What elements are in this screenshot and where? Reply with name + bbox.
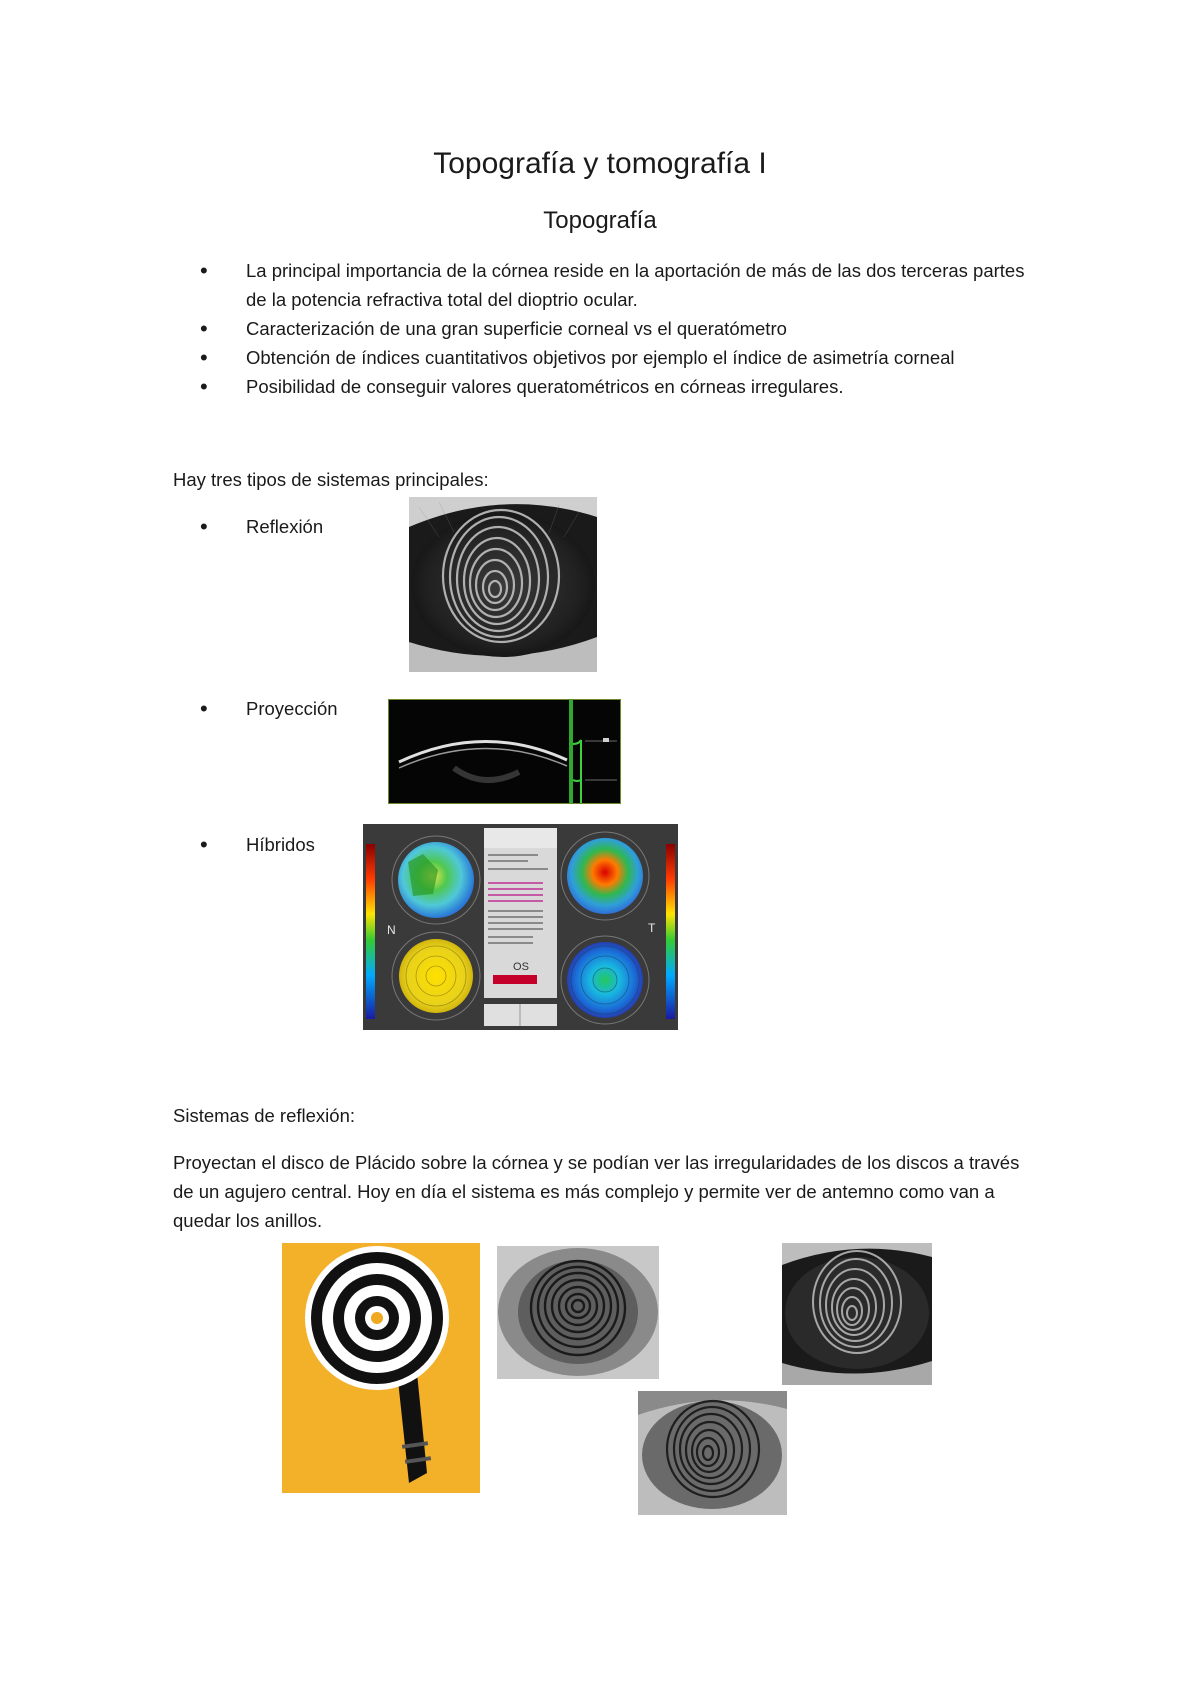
hybrid-topography-maps-image: [363, 824, 678, 1030]
section-paragraph: Proyectan el disco de Plácido sobre la córnea y se podían ver las irregularidades de los discos a través de un agujero central. Hoy en día el sistema es más complejo y permite ver de antemno como van a quedar los anillos.: [173, 1152, 1020, 1231]
bullet-item: • La principal importancia de la córnea reside en la aportación de más de las dos terceras partes de la potencia refractiva total del dioptrio ocular.: [200, 256, 1050, 314]
keratoscopy-eye-image: [638, 1391, 787, 1515]
bullet-item: • Obtención de índices cuantitativos objetivos por ejemplo el índice de asimetría corneal: [200, 343, 1050, 372]
projection-scheimpflug-image: [388, 699, 621, 804]
hybrid-letter-right: T: [648, 921, 656, 935]
keratoscopy-eye-image: [782, 1243, 932, 1385]
system-label-hibridos: • Híbridos: [200, 830, 315, 859]
bullet-item: • Caracterización de una gran superficie corneal vs el queratómetro: [200, 314, 1050, 343]
placido-disk-image: [282, 1243, 480, 1493]
system-label-reflexion: • Reflexión: [200, 512, 323, 541]
page-title: Topografía y tomografía I: [433, 147, 767, 180]
bullet-item: • Posibilidad de conseguir valores queratométricos en córneas irregulares.: [200, 372, 1050, 401]
placido-reflection-image: [409, 497, 597, 672]
hybrid-letter-left: N: [387, 923, 396, 937]
system-label-proyeccion: • Proyección: [200, 694, 338, 723]
bullet-list: [200, 256, 1050, 401]
section-heading-reflexion: Sistemas de reflexión:: [173, 1105, 356, 1126]
hybrid-eye-label: OS: [513, 961, 529, 973]
systems-intro: Hay tres tipos de sistemas principales:: [173, 469, 489, 490]
section-title: Topografía: [543, 207, 657, 234]
keratoscopy-eye-image: [497, 1246, 659, 1379]
